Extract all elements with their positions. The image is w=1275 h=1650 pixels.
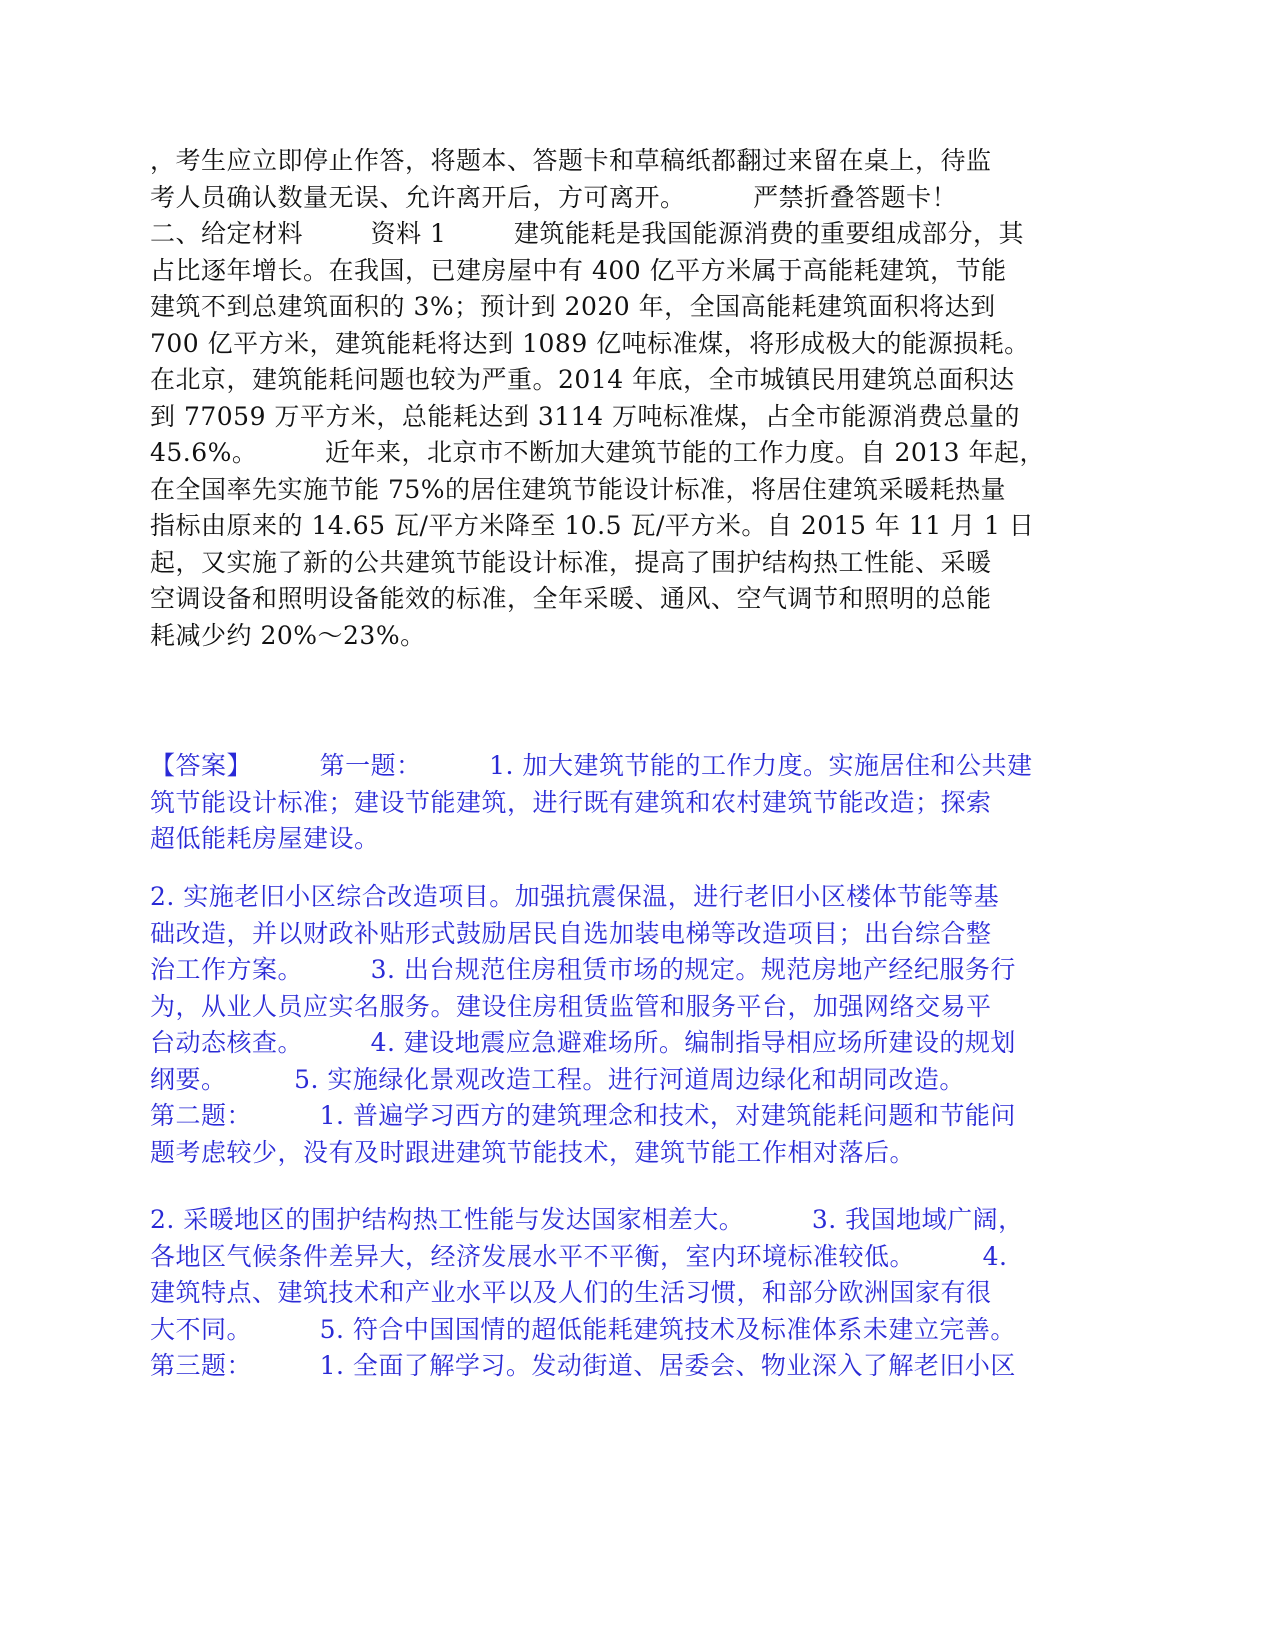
text-line: 建筑特点、建筑技术和产业水平以及人们的生活习惯，和部分欧洲国家有很	[150, 1278, 992, 1307]
text-line: 占比逐年增长。在我国，已建房屋中有 400 亿平方米属于高能耗建筑，节能	[150, 255, 1007, 285]
text-line: 础改造，并以财政补贴形式鼓励居民自选加装电梯等改造项目；出台综合整	[150, 918, 992, 948]
text-line: 筑节能设计标准；建设节能建筑，进行既有建筑和农村建筑节能改造；探索	[150, 787, 992, 817]
text-line: 超低能耗房屋建设。	[150, 824, 380, 853]
text-line: 第二题： 1. 普遍学习西方的建筑理念和技术，对建筑能耗问题和节能问	[150, 1101, 1016, 1130]
text-line: 各地区气候条件差异大，经济发展水平不平衡，室内环境标准较低。 4.	[150, 1241, 1008, 1271]
text-line: 到 77059 万平方米，总能耗达到 3114 万吨标准煤，占全市能源消费总量的	[150, 401, 1020, 431]
text-line: 大不同。 5. 符合中国国情的超低能耗建筑技术及标准体系未建立完善。	[150, 1314, 1016, 1344]
text-line: 2. 实施老旧小区综合改造项目。加强抗震保温，进行老旧小区楼体节能等基	[150, 882, 1000, 911]
text-line: 纲要。 5. 实施绿化景观改造工程。进行河道周边绿化和胡同改造。	[150, 1064, 965, 1094]
material-section	[150, 143, 1115, 654]
text-line: 起，又实施了新的公共建筑节能设计标准，提高了围护结构热工性能、采暖	[150, 547, 992, 577]
text-line: ，考生应立即停止作答，将题本、答题卡和草稿纸都翻过来留在桌上，待监	[150, 146, 992, 175]
text-line: 空调设备和照明设备能效的标准，全年采暖、通风、空气调节和照明的总能	[150, 584, 992, 613]
text-line: 治工作方案。 3. 出台规范住房租赁市场的规定。规范房地产经纪服务行	[150, 955, 1016, 984]
text-line: 【答案】 第一题： 1. 加大建筑节能的工作力度。实施居住和公共建	[150, 751, 1033, 780]
text-line: 考人员确认数量无误、允许离开后，方可离开。 严禁折叠答题卡！	[150, 182, 958, 212]
text-line: 台动态核查。 4. 建设地震应急避难场所。编制指导相应场所建设的规划	[150, 1028, 1016, 1057]
text-line: 为，从业人员应实名服务。建设住房租赁监管和服务平台，加强网络交易平	[150, 991, 992, 1021]
text-line: 第三题： 1. 全面了解学习。发动街道、居委会、物业深入了解老旧小区	[150, 1351, 1016, 1380]
text-line: 2. 采暖地区的围护结构热工性能与发达国家相差大。 3. 我国地域广阔，	[150, 1205, 1024, 1234]
text-line: 700 亿平方米，建筑能耗将达到 1089 亿吨标准煤，将形成极大的能源损耗。	[150, 328, 1030, 358]
text-line: 在全国率先实施节能 75%的居住建筑节能设计标准，将居住建筑采暖耗热量	[150, 474, 1007, 504]
text-line: 45.6%。 近年来，北京市不断加大建筑节能的工作力度。自 2013 年起，	[150, 438, 1046, 467]
answer-paragraph-1	[150, 748, 1115, 858]
text-line: 在北京，建筑能耗问题也较为严重。2014 年底，全市城镇民用建筑总面积达	[150, 365, 1015, 394]
answer-paragraph-3	[150, 1202, 1115, 1385]
answer-paragraph-2	[150, 879, 1115, 1171]
text-line: 建筑不到总建筑面积的 3%；预计到 2020 年，全国高能耗建筑面积将达到	[150, 292, 996, 321]
text-line: 题考虑较少，没有及时跟进建筑节能技术，建筑节能工作相对落后。	[150, 1137, 916, 1167]
text-line: 耗减少约 20%～23%。	[150, 620, 426, 650]
text-line: 二、给定材料 资料 1 建筑能耗是我国能源消费的重要组成部分，其	[150, 219, 1025, 248]
text-line: 指标由原来的 14.65 瓦/平方米降至 10.5 瓦/平方米。自 2015 年 11 月 1 日	[150, 511, 1035, 540]
